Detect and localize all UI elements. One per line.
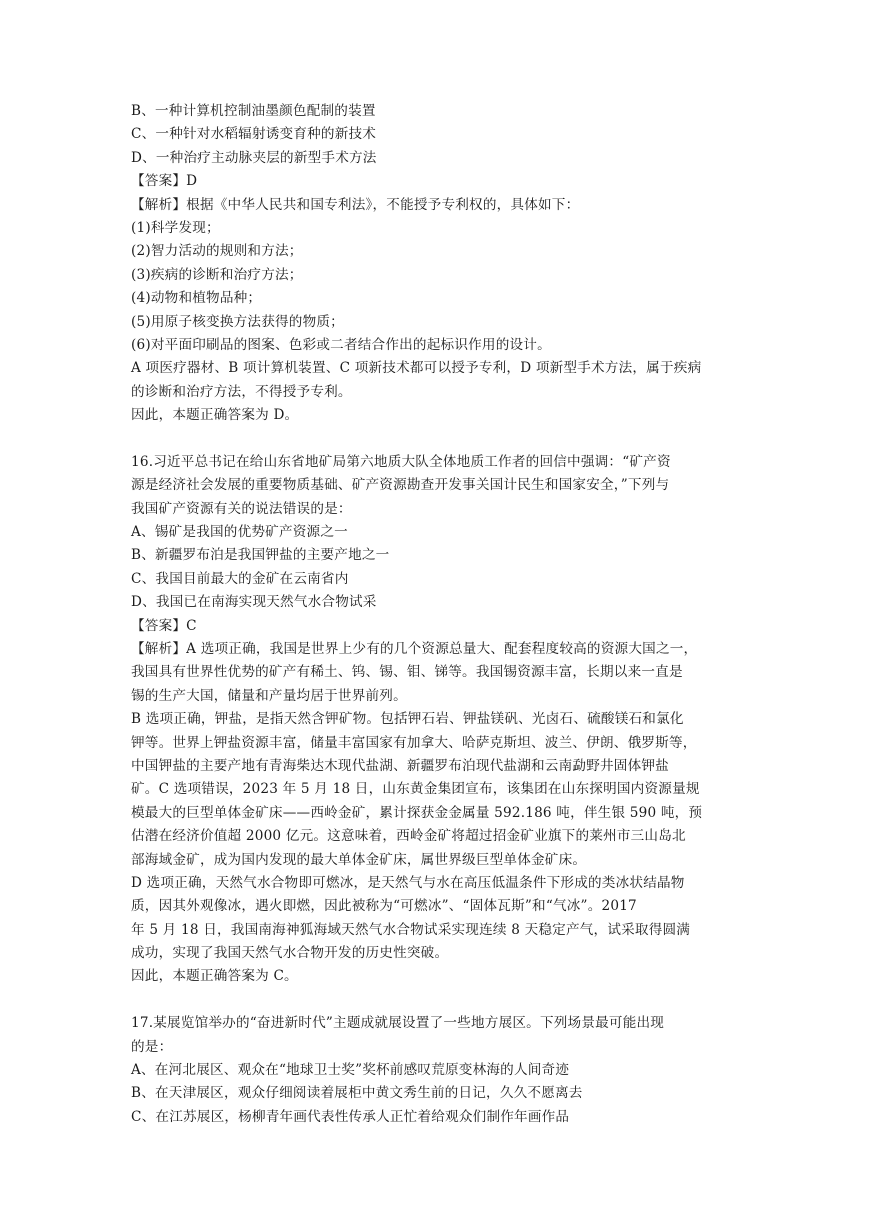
q15-analysis-line: (5)用原子核变换方法获得的物质； <box>131 313 344 330</box>
q17-option-a: A、在河北展区、观众在“地球卫士奖”奖杯前感叹荒原变林海的人间奇迹 <box>131 1062 570 1079</box>
q15-analysis-line: (1)科学发现； <box>131 219 220 236</box>
q17-option-c: C、在江苏展区，杨柳青年画代表性传承人正忙着给观众们制作年画作品 <box>131 1108 570 1125</box>
q16-option-c: C、我国目前最大的金矿在云南省内 <box>131 570 349 587</box>
q15-analysis-line: A 项医疗器材、B 项计算机装置、C 项新技术都可以授予专利，D 项新型手术方法，属于疾病 <box>131 360 702 377</box>
q15-analysis-line: 【解析】根据《中华人民共和国专利法》，不能授予专利权的，具体如下： <box>131 196 580 213</box>
q15-analysis-line: 因此，本题正确答案为 D。 <box>131 407 299 424</box>
q16-analysis-line: 中国钾盐的主要产地有青海柴达木现代盐湖、新疆罗布泊现代盐湖和云南勐野井固体钾盐 <box>131 757 669 774</box>
q16-option-d: D、我国已在南海实现天然气水合物试采 <box>131 594 377 611</box>
q15-answer: 【答案】D <box>131 173 198 190</box>
q16-analysis-line: 质，因其外观像冰，遇火即燃，因此被称为“可燃冰”、“固体瓦斯”和“气冰”。2017 <box>131 898 637 915</box>
q15-analysis-line: 的诊断和治疗方法，不得授予专利。 <box>131 383 352 400</box>
q16-analysis-line: 模最大的巨型单体金矿床——西岭金矿，累计探获金金属量 592.186 吨，伴生银 590 吨，预 <box>131 804 703 821</box>
q16-analysis-line: 我国具有世界性优势的矿产有稀土、钨、锡、钼、锑等。我国锡资源丰富，长期以来一直是 <box>131 664 683 681</box>
q16-analysis-line: 成功，实现了我国天然气水合物开发的历史性突破。 <box>131 945 449 962</box>
spacer <box>131 989 743 1012</box>
q16-analysis-line: 矿。C 选项错误，2023 年 5 月 18 日，山东黄金集团宣布，该集团在山东探明国内资源量规 <box>131 781 700 798</box>
q16-analysis-line: 部海域金矿，成为国内发现的最大单体金矿床，属世界级巨型单体金矿床。 <box>131 851 587 868</box>
q16-stem-line: 16.习近平总书记在给山东省地矿局第六地质大队全体地质工作者的回信中强调：“矿产资 <box>131 453 671 470</box>
q16-analysis-line: D 选项正确，天然气水合物即可燃冰，是天然气与水在高压低温条件下形成的类冰状结晶物 <box>131 874 685 891</box>
q15-analysis-line: (2)智力活动的规则和方法； <box>131 243 303 260</box>
q16-analysis-line: 估潜在经济价值超 2000 亿元。这意味着，西岭金矿将超过招金矿业旗下的莱州市三山岛北 <box>131 828 686 845</box>
q16-analysis-line: B 选项正确，钾盐，是指天然含钾矿物。包括钾石岩、钾盐镁矾、光卤石、硫酸镁石和氯化 <box>131 711 684 728</box>
q16-option-b: B、新疆罗布泊是我国钾盐的主要产地之一 <box>131 547 390 564</box>
q16-option-a: A、锡矿是我国的优势矿产资源之一 <box>131 524 348 541</box>
spacer <box>131 427 743 450</box>
q17-block <box>131 1012 743 1129</box>
q17-stem-line: 17.某展览馆举办的“奋进新时代”主题成就展设置了一些地方展区。下列场景最可能出现 <box>131 1015 665 1032</box>
q16-stem-line: 我国矿产资源有关的说法错误的是： <box>131 500 352 517</box>
q16-stem-line: 源是经济社会发展的重要物质基础、矿产资源勘查开发事关国计民生和国家安全，”下列与 <box>131 477 670 494</box>
q16-answer: 【答案】C <box>131 617 197 634</box>
q16-analysis-line: 【解析】A 选项正确，我国是世界上少有的几个资源总量大、配套程度较高的资源大国之一， <box>131 640 698 657</box>
q16-block <box>131 451 743 989</box>
q15-analysis-line: (6)对平面印刷品的图案、色彩或二者结合作出的起标识作用的设计。 <box>131 336 551 353</box>
q16-analysis-line: 锡的生产大国，储量和产量均居于世界前列。 <box>131 687 407 704</box>
q15-analysis-line: (3)疾病的诊断和治疗方法； <box>131 266 303 283</box>
q15-option-b: B、一种计算机控制油墨颜色配制的装置 <box>131 103 376 119</box>
q17-stem-line: 的是： <box>131 1038 173 1055</box>
q15-option-c: C、一种针对水稻辐射诱变育种的新技术 <box>131 126 377 143</box>
q15-analysis-line: (4)动物和植物品种； <box>131 290 262 307</box>
document-page <box>131 100 743 1129</box>
q15-option-d: D、一种治疗主动脉夹层的新型手术方法 <box>131 149 377 166</box>
q16-analysis-line: 钾等。世界上钾盐资源丰富，储量丰富国家有加拿大、哈萨克斯坦、波兰、伊朗、俄罗斯等， <box>131 734 697 751</box>
q17-option-b: B、在天津展区，观众仔细阅读着展柜中黄文秀生前的日记，久久不愿离去 <box>131 1085 583 1102</box>
q15-block <box>131 100 743 427</box>
q16-analysis-line: 因此，本题正确答案为 C。 <box>131 968 298 985</box>
q16-analysis-line: 年 5 月 18 日，我国南海神狐海域天然气水合物试采实现连续 8 天稳定产气，试采取得圆满 <box>131 921 691 938</box>
